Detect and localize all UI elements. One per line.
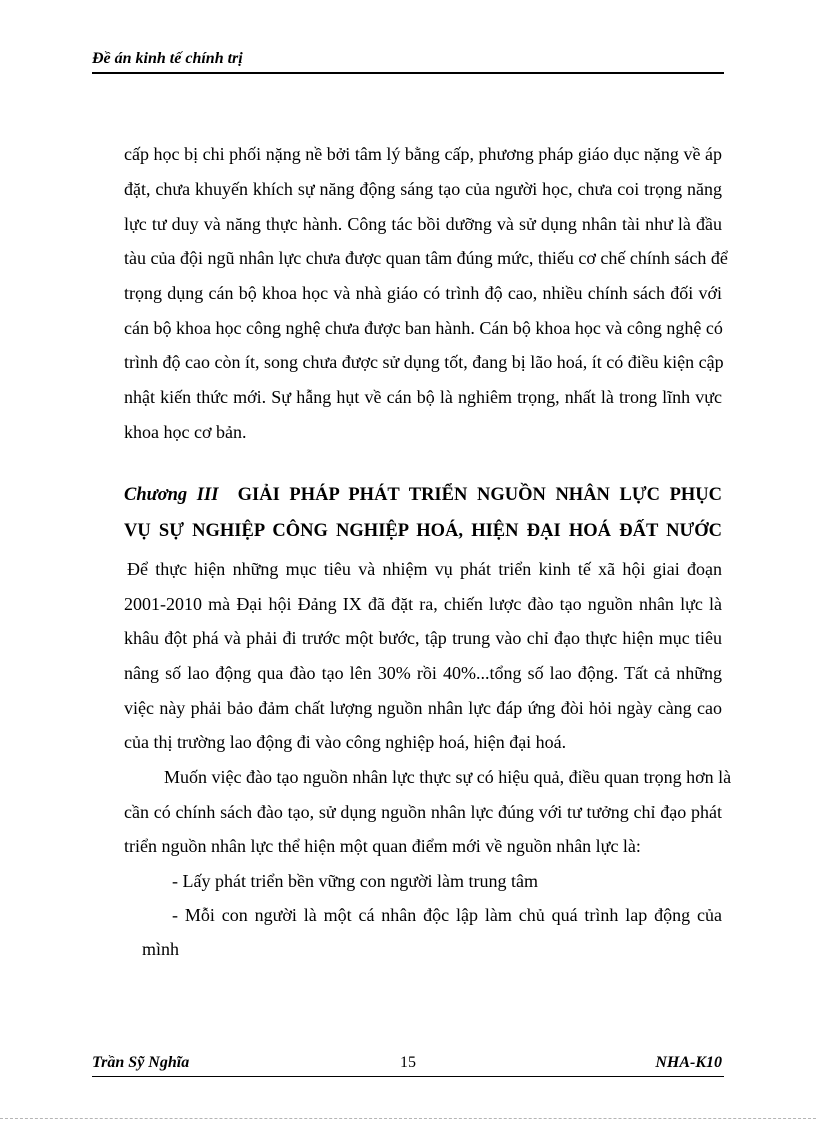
body-line: khoa học cơ bản.	[124, 422, 247, 442]
footer-author: Trần Sỹ Nghĩa	[92, 1054, 190, 1071]
body-line: nâng số lao động qua đào tạo lên 30% rồi 40%...tổng số lao động. Tất cả những	[124, 663, 722, 683]
page-number: 15	[400, 1054, 416, 1071]
bullet-item: - Mỗi con người là một cá nhân độc lập làm chủ quá trình lap động của	[172, 905, 722, 925]
body-line: cần có chính sách đào tạo, sử dụng nguồn nhân lực đúng với tư tưởng chỉ đạo phát	[124, 802, 722, 822]
chapter-title-part1: GIẢI PHÁP PHÁT TRIỂN NGUỒN NHÂN LỰC PHỤC	[237, 485, 722, 505]
page-edge-divider	[0, 1118, 816, 1119]
body-line: Muốn việc đào tạo nguồn nhân lực thực sự có hiệu quả, điều quan trọng hơn là	[164, 767, 732, 787]
body-line: Để thực hiện những mục tiêu và nhiệm vụ phát triển kinh tế xã hội giai đoạn	[127, 559, 722, 579]
chapter-label: Chương III	[124, 485, 219, 505]
body-line: lực tư duy và năng thực hành. Công tác bồi dưỡng và sử dụng nhân tài như là đầu	[124, 214, 722, 234]
body-line: trọng dụng cán bộ khoa học và nhà giáo có trình độ cao, nhiều chính sách đối với	[124, 283, 722, 303]
body-line: của thị trường lao động đi vào công nghiệp hoá, hiện đại hoá.	[124, 732, 567, 752]
footer-code: NHA-K10	[655, 1054, 722, 1071]
page-footer	[92, 1052, 724, 1077]
body-line: tàu của đội ngũ nhân lực chưa được quan tâm đúng mức, thiếu cơ chế chính sách để	[124, 248, 728, 268]
body-line: 2001-2010 mà Đại hội Đảng IX đã đặt ra, chiến lược đào tạo nguồn nhân lực là	[124, 594, 722, 614]
chapter-heading-line2: VỤ SỰ NGHIỆP CÔNG NGHIỆP HOÁ, HIỆN ĐẠI HOÁ ĐẤT NƯỚC	[124, 521, 722, 541]
body-line: nhật kiến thức mới. Sự hẫng hụt về cán bộ là nghiêm trọng, nhất là trong lĩnh vực	[124, 387, 722, 407]
body-line: khâu đột phá và phải đi trước một bước, tập trung vào chỉ đạo thực hiện mục tiêu	[124, 628, 722, 648]
body-line: cấp học bị chi phối nặng nề bởi tâm lý bằng cấp, phương pháp giáo dục nặng về áp	[124, 144, 722, 164]
body-line: đặt, chưa khuyến khích sự năng động sáng tạo của người học, chưa coi trọng năng	[124, 179, 722, 199]
page-header	[92, 46, 724, 74]
body-line: trình độ cao còn ít, song chưa được sử dụng tốt, đang bị lão hoá, ít có điều kiện cập	[124, 352, 724, 372]
body-line: cán bộ khoa học công nghệ chưa được ban hành. Cán bộ khoa học và công nghệ có	[124, 318, 723, 338]
body-line: triển nguồn nhân lực thể hiện một quan điểm mới về nguồn nhân lực là:	[124, 836, 641, 856]
bullet-item-continuation: mình	[142, 939, 180, 959]
chapter-heading-line1	[124, 483, 722, 507]
bullet-item: - Lấy phát triển bền vững con người làm trung tâm	[172, 871, 538, 891]
body-line: việc này phải bảo đảm chất lượng nguồn nhân lực đáp ứng đòi hỏi ngày càng cao	[124, 698, 722, 718]
header-title: Đề án kinh tế chính trị	[92, 50, 243, 67]
